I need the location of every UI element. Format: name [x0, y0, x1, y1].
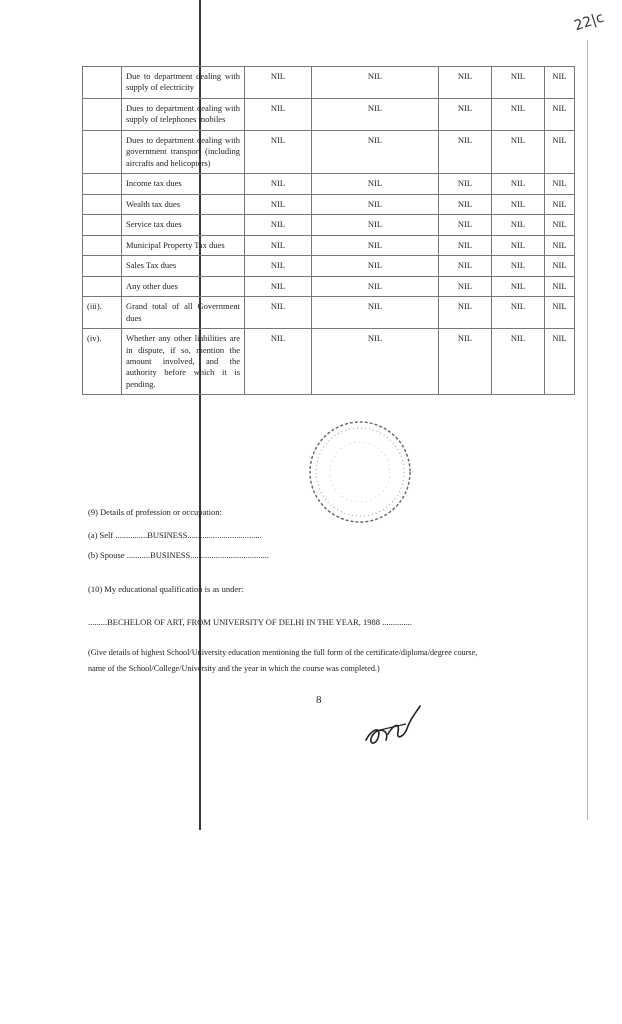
- row-value: NIL: [270, 71, 286, 81]
- page-number: 8: [316, 694, 322, 706]
- row-value-cell: [245, 174, 312, 194]
- row-description: Wealth tax dues: [126, 198, 181, 209]
- row-value: NIL: [552, 239, 567, 250]
- table-row: [83, 194, 575, 214]
- row-value-cell: [492, 276, 545, 296]
- row-value: NIL: [367, 178, 383, 189]
- row-description: Dues to department dealing with supply of telephones mobiles: [126, 102, 240, 125]
- row-value: NIL: [457, 178, 473, 189]
- row-value: NIL: [457, 280, 473, 291]
- row-value: NIL: [270, 178, 286, 189]
- row-number-cell: [83, 98, 122, 130]
- row-value-cell: [545, 235, 575, 255]
- row-value-cell: [245, 235, 312, 255]
- row-value: NIL: [510, 134, 526, 145]
- row-value-cell: [245, 297, 312, 329]
- row-number-cell: [83, 194, 122, 214]
- row-description-cell: [122, 215, 245, 235]
- row-value-cell: [245, 130, 312, 173]
- row-value-cell: [439, 98, 492, 130]
- row-value: NIL: [270, 239, 286, 250]
- row-value-cell: [312, 67, 439, 99]
- row-description: Any other dues: [126, 280, 178, 291]
- table-row: [83, 235, 575, 255]
- row-value-cell: [545, 297, 575, 329]
- row-description: Service tax dues: [126, 219, 182, 230]
- row-description: Whether any other liabilities are in dispute, if so, mention the amount involved, and the authority before which it is pending.: [126, 333, 240, 389]
- row-description-cell: [122, 256, 245, 276]
- row-value: NIL: [510, 239, 526, 250]
- row-value-cell: [245, 67, 312, 99]
- row-value-cell: [439, 235, 492, 255]
- row-value-cell: [545, 194, 575, 214]
- section9-heading: (9) Details of profession or occupation:: [88, 507, 222, 517]
- row-value-cell: [245, 194, 312, 214]
- row-value-cell: [439, 276, 492, 296]
- educational-qualification: .........BECHELOR OF ART, FROM UNIVERSITY OF DELHI IN THE YEAR, 1988 ..............: [88, 617, 412, 627]
- row-description-cell: [122, 276, 245, 296]
- page-edge-line: [587, 40, 588, 820]
- row-value: NIL: [552, 178, 567, 189]
- row-value: NIL: [457, 134, 473, 145]
- row-value: NIL: [367, 239, 383, 250]
- row-value-cell: [245, 215, 312, 235]
- row-value: NIL: [367, 280, 383, 291]
- row-description-cell: [122, 98, 245, 130]
- row-value: NIL: [270, 134, 286, 145]
- row-value-cell: [439, 215, 492, 235]
- row-value-cell: [545, 329, 575, 395]
- row-value: NIL: [510, 333, 526, 344]
- row-description: Municipal Property Tax dues: [126, 239, 225, 250]
- row-value: NIL: [552, 198, 567, 209]
- row-value-cell: [312, 194, 439, 214]
- row-value: NIL: [510, 178, 526, 189]
- row-number: (iii).: [87, 301, 102, 312]
- row-value-cell: [439, 67, 492, 99]
- row-value-cell: [492, 215, 545, 235]
- row-value-cell: [439, 297, 492, 329]
- row-value-cell: [545, 256, 575, 276]
- row-value: NIL: [367, 333, 383, 344]
- row-number-cell: [83, 276, 122, 296]
- row-number-cell: [83, 130, 122, 173]
- row-value-cell: [245, 256, 312, 276]
- row-number-cell: [83, 215, 122, 235]
- row-value: NIL: [552, 260, 567, 271]
- row-value: NIL: [457, 239, 473, 250]
- row-value-cell: [492, 194, 545, 214]
- row-value-cell: [312, 235, 439, 255]
- row-value-cell: [439, 329, 492, 395]
- row-value: NIL: [367, 219, 383, 230]
- row-value: NIL: [367, 71, 383, 81]
- handwritten-signature: [360, 700, 424, 752]
- row-value-cell: [312, 98, 439, 130]
- row-value: NIL: [270, 219, 286, 230]
- row-number-cell: [83, 235, 122, 255]
- row-value: NIL: [367, 301, 383, 312]
- row-value-cell: [492, 98, 545, 130]
- section10-heading: (10) My educational qualification is as under:: [88, 584, 244, 594]
- row-description: Income tax dues: [126, 178, 182, 189]
- row-value-cell: [245, 276, 312, 296]
- row-number-cell: [83, 329, 122, 395]
- row-value-cell: [312, 215, 439, 235]
- row-value-cell: [545, 67, 575, 99]
- row-value: NIL: [510, 71, 526, 81]
- row-value: NIL: [510, 280, 526, 291]
- table-row: [83, 130, 575, 173]
- row-value: NIL: [270, 333, 286, 344]
- row-value-cell: [492, 67, 545, 99]
- row-description-cell: [122, 329, 245, 395]
- row-value-cell: [245, 329, 312, 395]
- row-description-cell: [122, 235, 245, 255]
- row-description: Dues to department dealing with government transport (including aircrafts and helicopters): [126, 134, 240, 168]
- row-value: NIL: [270, 301, 286, 312]
- row-number-cell: [83, 67, 122, 99]
- row-value: NIL: [270, 198, 286, 209]
- row-value-cell: [439, 130, 492, 173]
- row-value: NIL: [510, 301, 526, 312]
- row-value-cell: [439, 194, 492, 214]
- row-number: (iv).: [87, 333, 102, 344]
- row-value: NIL: [367, 102, 383, 113]
- table-row: [83, 297, 575, 329]
- row-value: NIL: [552, 71, 567, 81]
- profession-self: (a) Self ...............BUSINESS...................................: [88, 530, 262, 540]
- row-description-cell: [122, 174, 245, 194]
- table-row: [83, 98, 575, 130]
- row-value: NIL: [457, 301, 473, 312]
- row-number-cell: [83, 256, 122, 276]
- row-value-cell: [545, 98, 575, 130]
- row-value-cell: [492, 235, 545, 255]
- handwritten-page-note: 22|c: [572, 9, 606, 35]
- row-value: NIL: [270, 102, 286, 113]
- row-value: NIL: [367, 198, 383, 209]
- row-value-cell: [545, 215, 575, 235]
- row-number-cell: [83, 174, 122, 194]
- row-value: NIL: [552, 333, 567, 344]
- row-value: NIL: [457, 333, 473, 344]
- row-number-cell: [83, 297, 122, 329]
- row-value-cell: [492, 256, 545, 276]
- profession-spouse: (b) Spouse ...........BUSINESS.....................................: [88, 550, 269, 560]
- qualification-note-line1: (Give details of highest School/University education mentioning the full form of the certificate/diploma/degree course,: [88, 648, 478, 657]
- row-value-cell: [312, 329, 439, 395]
- table-row: [83, 256, 575, 276]
- row-value: NIL: [457, 198, 473, 209]
- qualification-note-line2: name of the School/College/University and the year in which the course was completed.): [88, 664, 380, 673]
- row-value: NIL: [510, 260, 526, 271]
- row-value: NIL: [510, 198, 526, 209]
- row-value: NIL: [367, 260, 383, 271]
- table-row: [83, 215, 575, 235]
- table-row: [83, 276, 575, 296]
- row-value: NIL: [552, 280, 567, 291]
- official-seal-stamp: [306, 418, 414, 526]
- table-row: [83, 329, 575, 395]
- table-row: [83, 67, 575, 99]
- row-description-cell: [122, 194, 245, 214]
- row-value: NIL: [457, 71, 473, 81]
- row-value-cell: [312, 297, 439, 329]
- row-description-cell: [122, 297, 245, 329]
- row-value-cell: [545, 174, 575, 194]
- row-value-cell: [492, 130, 545, 173]
- row-value: NIL: [270, 280, 286, 291]
- row-value: NIL: [552, 134, 567, 145]
- row-value-cell: [545, 130, 575, 173]
- row-value-cell: [492, 297, 545, 329]
- row-value-cell: [312, 174, 439, 194]
- row-value: NIL: [457, 260, 473, 271]
- row-value: NIL: [457, 219, 473, 230]
- row-description: Due to department dealing with supply of electricity: [126, 71, 240, 93]
- row-value: NIL: [510, 219, 526, 230]
- row-description: Grand total of all Government dues: [126, 301, 240, 323]
- row-value-cell: [545, 276, 575, 296]
- row-description-cell: [122, 130, 245, 173]
- row-value-cell: [312, 276, 439, 296]
- row-value: NIL: [367, 134, 383, 145]
- row-value: NIL: [552, 219, 567, 230]
- row-value: NIL: [510, 102, 526, 113]
- row-value: NIL: [457, 102, 473, 113]
- row-value-cell: [245, 98, 312, 130]
- row-value: NIL: [270, 260, 286, 271]
- row-value-cell: [312, 130, 439, 173]
- row-value-cell: [492, 174, 545, 194]
- row-value-cell: [312, 256, 439, 276]
- row-value: NIL: [552, 102, 567, 113]
- table-row: [83, 174, 575, 194]
- row-value: NIL: [552, 301, 567, 312]
- row-description: Sales Tax dues: [126, 260, 177, 271]
- row-value-cell: [439, 174, 492, 194]
- row-description-cell: [122, 67, 245, 99]
- liabilities-table: [82, 66, 575, 395]
- row-value-cell: [439, 256, 492, 276]
- row-value-cell: [492, 329, 545, 395]
